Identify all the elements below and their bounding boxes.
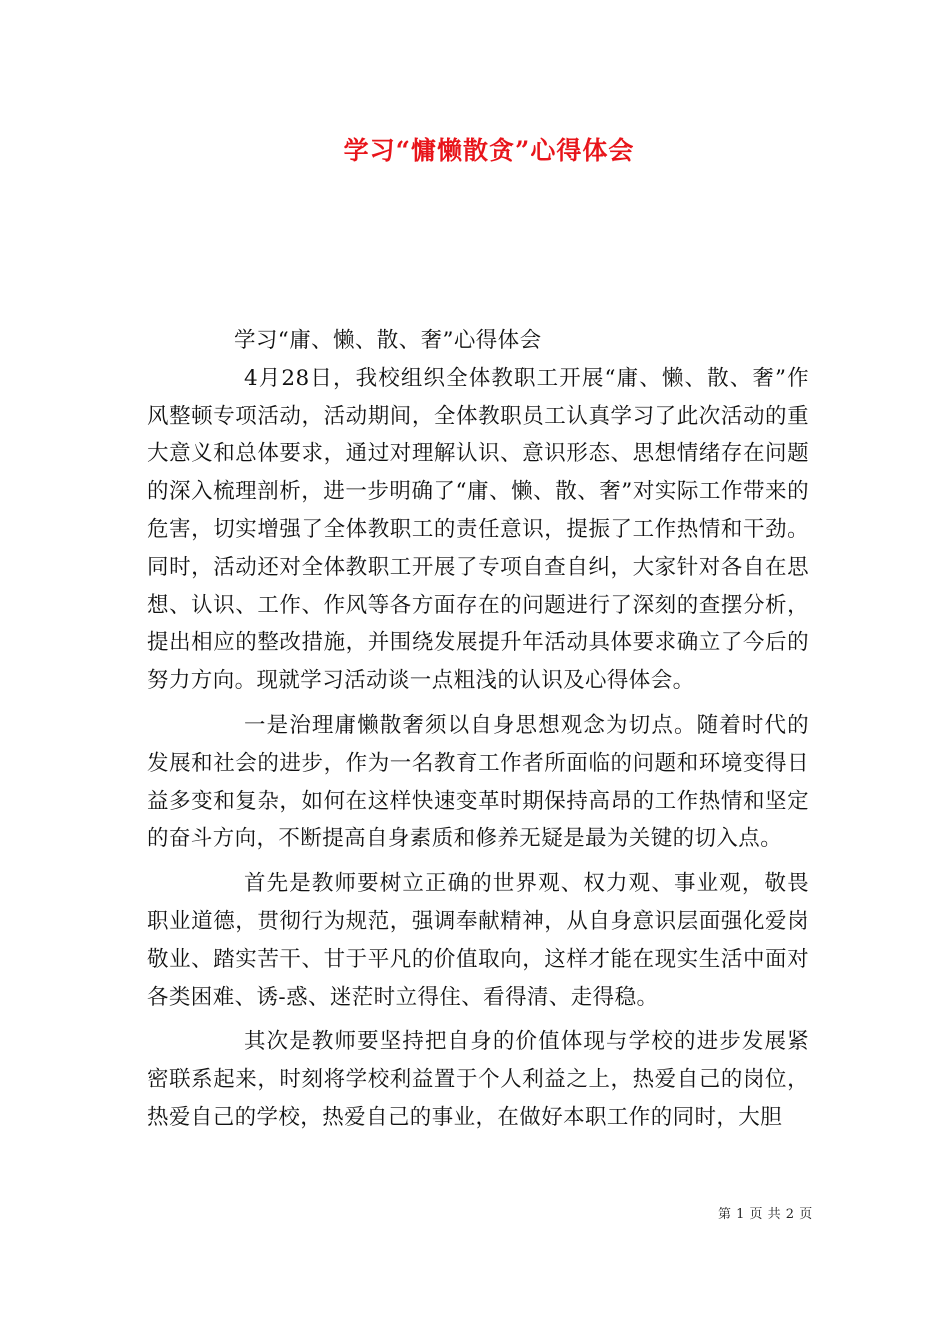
document-body — [147, 322, 809, 1137]
paragraph: 4月28日，我校组织全体教职工开展“庸、懒、散、奢”作风整顿专项活动，活动期间，全体教职员工认真学习了此次活动的重大意义和总体要求，通过对理解认识、意识形态、思想情绪存在问题的深入梳理剖析，进一步明确了“庸、懒、散、奢”对实际工作带来的危害，切实增强了全体教职工的责任意识，提振了工作热情和干劲。同时，活动还对全体教职工开展了专项自查自纠，大家针对各自在思想、认识、工作、作风等各方面存在的问题进行了深刻的查摆分析，提出相应的整改措施，并围绕发展提升年活动具体要求确立了今后的努力方向。现就学习活动谈一点粗浅的认识及心得体会。 — [147, 365, 809, 694]
paragraph: 其次是教师要坚持把自身的价值体现与学校的进步发展紧密联系起来，时刻将学校利益置于个人利益之上，热爱自己的岗位，热爱自己的学校，热爱自己的事业，在做好本职工作的同时，大胆 — [147, 1029, 809, 1130]
document-subheading: 学习“庸、懒、散、奢”心得体会 — [234, 328, 542, 353]
document-title: 学习“慵懒散贪”心得体会 — [343, 136, 635, 165]
paragraph: 首先是教师要树立正确的世界观、权力观、事业观，敬畏职业道德，贯彻行为规范，强调奉献精神，从自身意识层面强化爱岗敬业、踏实苦干、甘于平凡的价值取向，这样才能在现实生活中面对各类困难、诱-惑、迷茫时立得住、看得清、走得稳。 — [147, 871, 809, 1010]
paragraph: 一是治理庸懒散奢须以自身思想观念为切点。随着时代的发展和社会的进步，作为一名教育工作者所面临的问题和环境变得日益多变和复杂，如何在这样快速变革时期保持高昂的工作热情和坚定的奋斗方向，不断提高自身素质和修养无疑是最为关键的切入点。 — [147, 712, 809, 852]
page-number-footer: 第 1 页 共 2 页 — [718, 1207, 813, 1222]
